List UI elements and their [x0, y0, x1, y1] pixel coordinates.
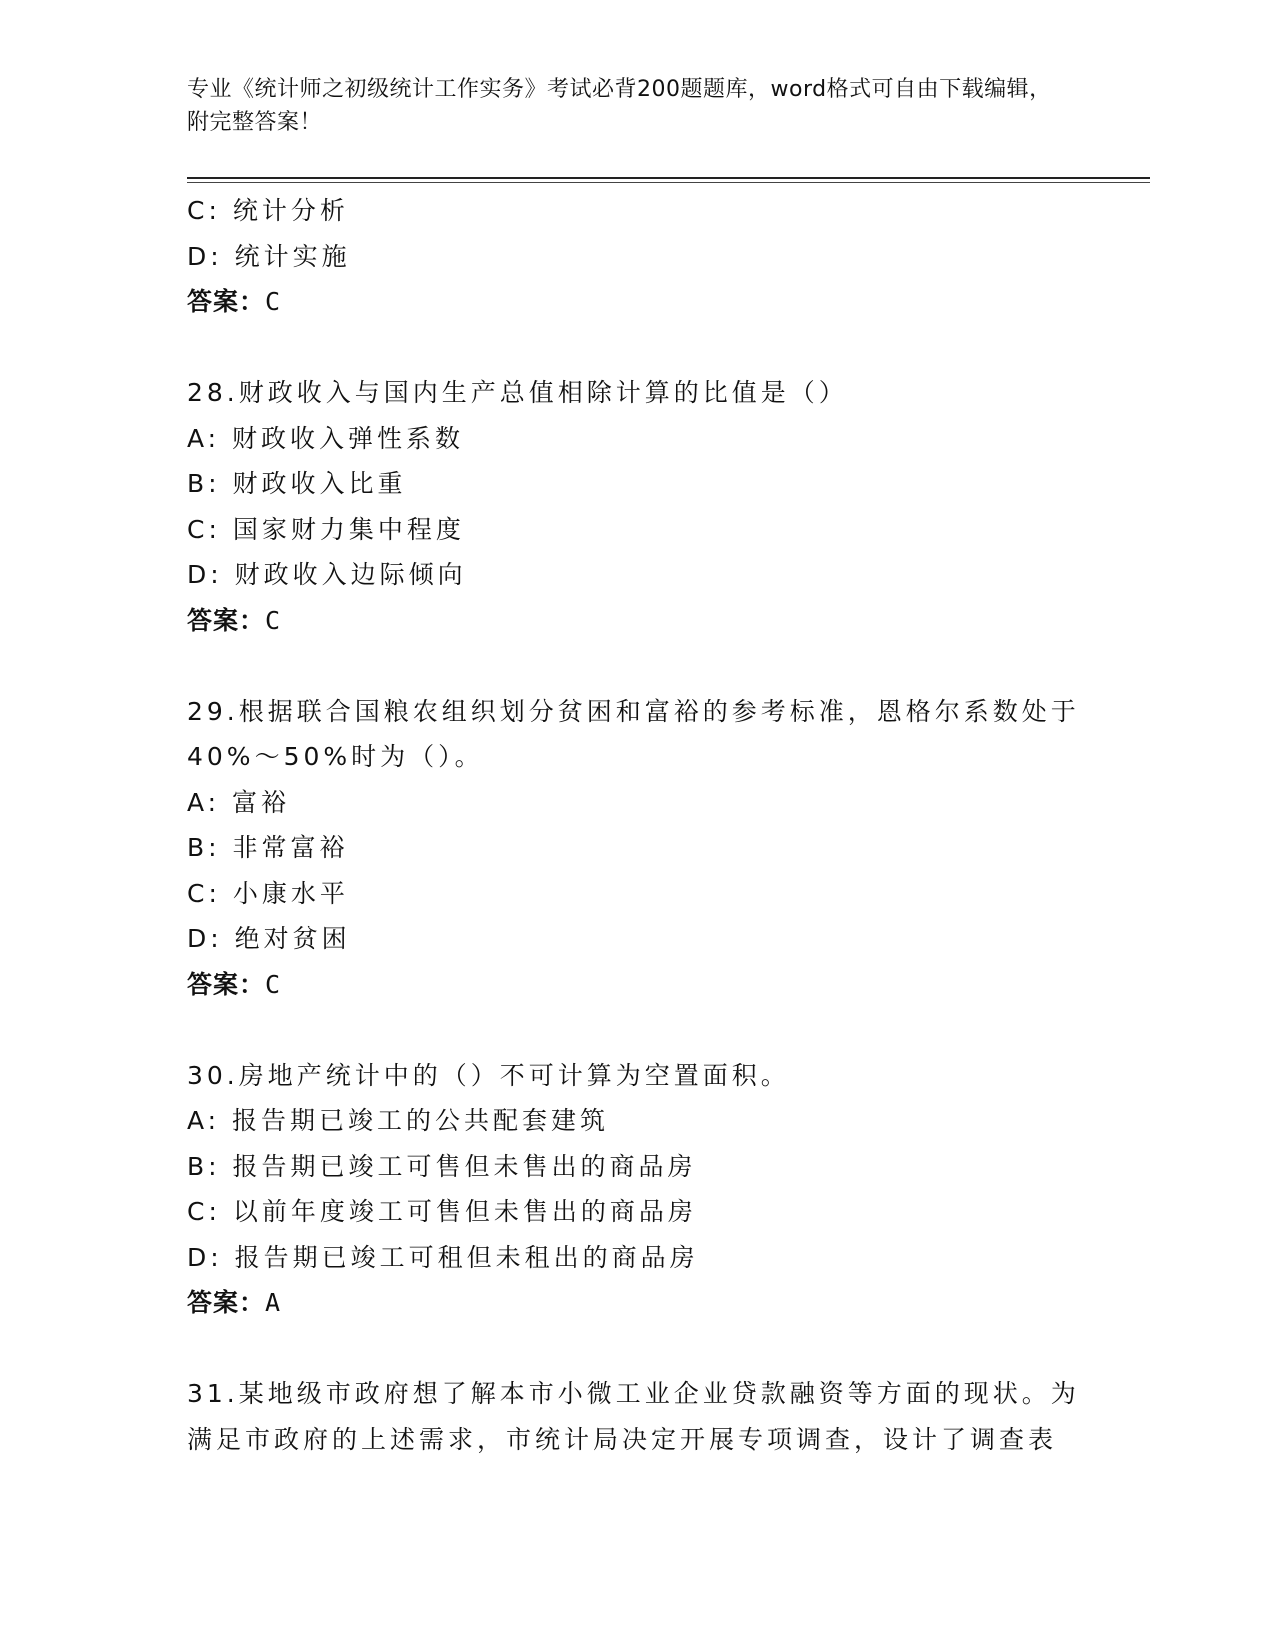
option-c: C: 国家财力集中程度	[187, 514, 465, 544]
option-a: A: 富裕	[187, 787, 291, 817]
answer-value: C	[265, 969, 282, 999]
spacer	[187, 643, 1087, 689]
option-c: C: 小康水平	[187, 878, 349, 908]
answer-value: C	[265, 605, 282, 635]
option-d: D: 统计实施	[187, 241, 351, 271]
header-rule-thick	[187, 177, 1150, 179]
option-d: D: 财政收入边际倾向	[187, 560, 467, 589]
option-d: D: 报告期已竣工可租但未租出的商品房	[187, 1242, 699, 1272]
option-d: D: 绝对贫困	[187, 924, 351, 953]
question-stem: 31.某地级市政府想了解本市小微工业企业贷款融资等方面的现状。为满足市政府的上述需求，市统计局决定开展专项调查，设计了调查表	[187, 1379, 1080, 1454]
content-area	[187, 188, 1087, 1462]
option-b: B: 非常富裕	[187, 833, 349, 862]
answer-label: 答案：	[187, 287, 266, 316]
question-stem: 29.根据联合国粮农组织划分贫困和富裕的参考标准，恩格尔系数处于40%～50%时为（）。	[187, 696, 1080, 771]
question-31	[187, 1371, 1087, 1462]
option-b: B: 财政收入比重	[187, 469, 407, 498]
page-header: 专业《统计师之初级统计工作实务》考试必背200题题库，word格式可自由下载编辑，附完整答案！	[187, 77, 1052, 135]
question-stem: 30.房地产统计中的（）不可计算为空置面积。	[187, 1060, 790, 1090]
answer-value: C	[265, 287, 282, 316]
answer-line	[187, 1280, 1087, 1326]
option-c: C: 以前年度竣工可售但未售出的商品房	[187, 1197, 697, 1226]
question-29	[187, 689, 1087, 1008]
question-30	[187, 1053, 1087, 1326]
answer-label: 答案：	[187, 969, 266, 999]
option-a: A: 报告期已竣工的公共配套建筑	[187, 1106, 610, 1135]
option-a: A: 财政收入弹性系数	[187, 423, 465, 453]
answer-line	[187, 962, 1087, 1008]
answer-line	[187, 598, 1087, 644]
question-27-fragment	[187, 188, 1087, 325]
option-b: B: 报告期已竣工可售但未售出的商品房	[187, 1151, 697, 1181]
option-c: C: 统计分析	[187, 196, 349, 225]
spacer	[187, 1007, 1087, 1053]
answer-line	[187, 279, 1087, 325]
spacer	[187, 325, 1087, 371]
question-stem: 28.财政收入与国内生产总值相除计算的比值是（）	[187, 378, 848, 407]
answer-label: 答案：	[187, 605, 266, 635]
answer-label: 答案：	[187, 1288, 266, 1317]
header-rule-thin	[187, 182, 1150, 183]
question-28	[187, 370, 1087, 643]
spacer	[187, 1326, 1087, 1372]
answer-value: A	[265, 1288, 282, 1317]
